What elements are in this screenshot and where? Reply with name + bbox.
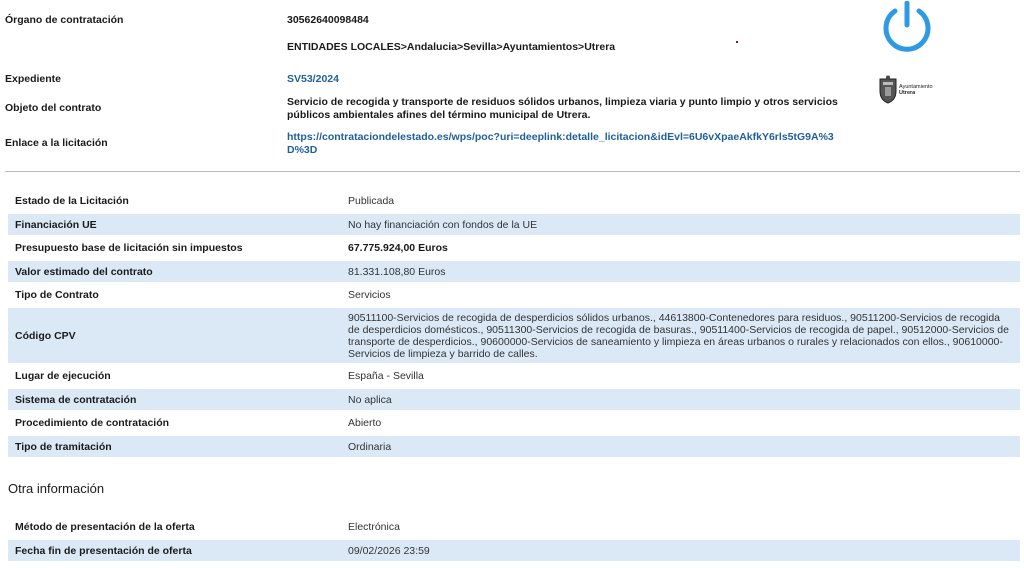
row-value: No hay financiación con fondos de la UE	[348, 218, 538, 231]
row-key: Código CPV	[15, 329, 76, 342]
row-key: Método de presentación de la oferta	[15, 521, 195, 533]
row-key: Financiación UE	[15, 218, 97, 231]
row-sistema	[8, 389, 1020, 412]
enlace-label: Enlace a la licitación	[5, 137, 108, 149]
expediente-label: Expediente	[5, 73, 62, 85]
row-key: Procedimiento de contratación	[15, 417, 170, 429]
row-key: Presupuesto base de licitación sin impuestos	[15, 242, 243, 254]
row-procedimiento	[8, 412, 1020, 436]
row-key: Lugar de ejecución	[15, 370, 111, 382]
row-key: Valor estimado del contrato	[15, 265, 153, 278]
organo-label: Órgano de contratación	[5, 14, 124, 26]
row-value: Ordinaria	[348, 440, 392, 453]
details-table	[8, 190, 1020, 459]
row-fecha-fin	[8, 540, 1020, 563]
objeto-value: Servicio de recogida y transporte de residuos sólidos urbanos, limpieza viaria y punto limpio y otros servicios públicos ambientales afines del término municipal de Utrera.	[287, 96, 838, 121]
row-lugar	[8, 365, 1020, 389]
objeto-label: Objeto del contrato	[5, 102, 102, 114]
power-icon[interactable]	[879, 1, 935, 53]
row-value: 67.775.924,00 Euros	[348, 242, 448, 254]
row-value: 09/02/2026 23:59	[348, 544, 430, 557]
row-key: Sistema de contratación	[15, 393, 137, 406]
decorative-dot	[736, 41, 738, 43]
row-codigo-cpv	[8, 308, 1020, 365]
row-value: Electrónica	[348, 521, 400, 533]
row-metodo	[8, 516, 1020, 540]
row-tramitacion	[8, 436, 1020, 459]
row-key: Estado de la Licitación	[15, 195, 129, 207]
section-title-otra: Otra información	[8, 481, 105, 496]
row-financiacion	[8, 214, 1020, 237]
logo-line2: Utrera	[899, 90, 916, 96]
row-value: 81.331.108,80 Euros	[348, 265, 446, 278]
logo-line1: Ayuntamiento	[899, 84, 933, 90]
row-value: Servicios	[348, 289, 391, 301]
row-key: Tipo de Contrato	[15, 289, 99, 301]
row-value: Publicada	[348, 195, 395, 207]
licitacion-link[interactable]: https://contrataciondelestado.es/wps/poc?uri=deeplink:detalle_licitacion&idEvl=6U6vXpaeAkfkY6rls5tG9A%3D%3D	[287, 131, 834, 156]
row-value: Abierto	[348, 417, 382, 429]
row-key: Fecha fin de presentación de oferta	[15, 544, 192, 557]
divider	[5, 171, 1020, 172]
expediente-value: SV53/2024	[287, 73, 339, 85]
row-value: España - Sevilla	[348, 370, 424, 382]
organo-path: ENTIDADES LOCALES>Andalucia>Sevilla>Ayuntamientos>Utrera	[287, 41, 616, 53]
row-estado	[8, 190, 1020, 214]
row-value: No aplica	[348, 393, 392, 406]
row-key: Tipo de tramitación	[15, 440, 112, 453]
organo-id: 30562640098484	[287, 14, 369, 26]
row-valor-estimado	[8, 261, 1020, 284]
row-presupuesto	[8, 237, 1020, 261]
row-value: 90511100-Servicios de recogida de desperdicios sólidos urbanos., 44613800-Contenedores para residuos., 90511200-Servicios de recogida de desperdicios domésticos., 90511300-Servicios de recogida de basuras., 90511400-Servicios de recogida de papel., 90512000-Servicios de transporte de desperdicios., 90600000-Servicios de saneamiento y limpieza en áreas urbanos o rurales y relacionados con ellos., 90610000-Servicios de limpieza y barrido de calles.	[348, 311, 1009, 360]
logo-text	[899, 84, 933, 96]
otra-table	[8, 516, 1020, 563]
row-tipo-contrato	[8, 284, 1020, 308]
